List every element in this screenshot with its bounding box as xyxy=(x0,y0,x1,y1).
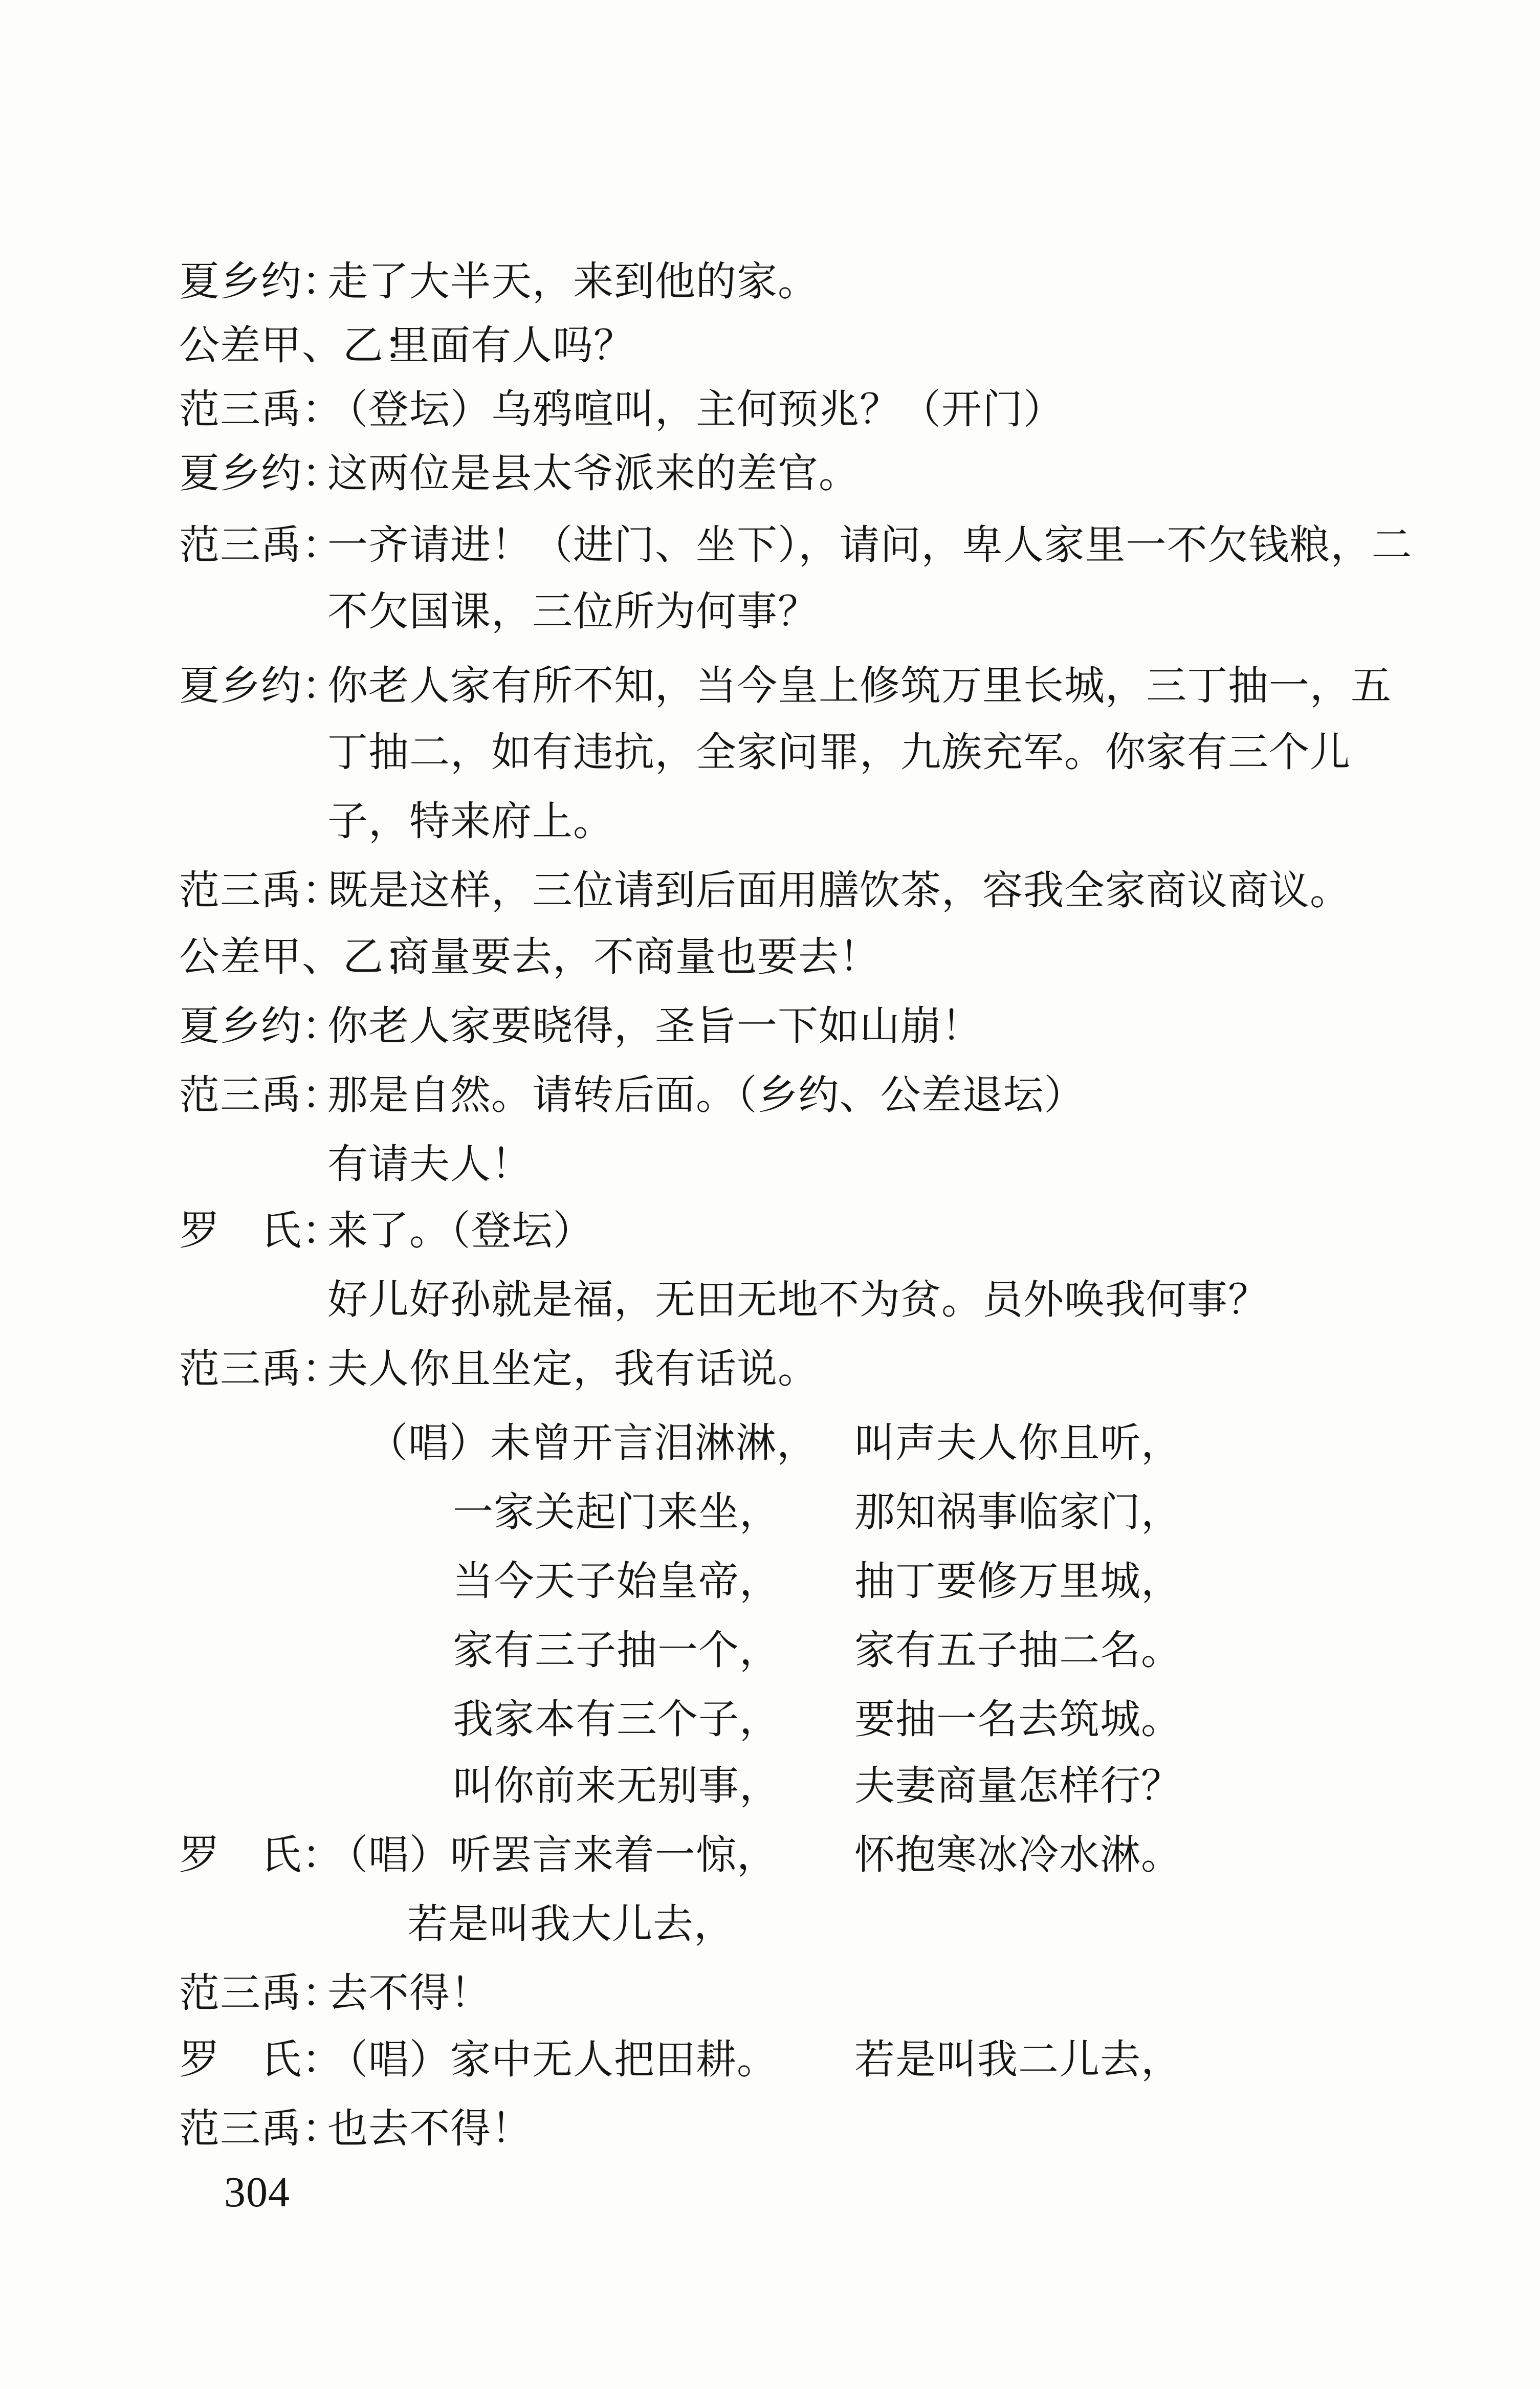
speaker-label: 范三禹： xyxy=(179,2105,343,2152)
speech-text: 好儿好孙就是福，无田无地不为贫。员外唤我何事？ xyxy=(327,1276,1269,1323)
speaker-label: 夏乡约： xyxy=(179,450,343,497)
page-number: 304 xyxy=(224,2168,290,2216)
verse-right: 家有五子抽二名。 xyxy=(854,1627,1182,1674)
speaker-label: 范三禹： xyxy=(179,1345,343,1392)
verse-left: （唱）未曾开言泪淋淋， xyxy=(367,1419,818,1466)
verse-right: 怀抱寒冰冷水淋。 xyxy=(854,1831,1182,1878)
verse-left: 一家关起门来坐， xyxy=(453,1488,780,1536)
speech-text: 有请夫人！ xyxy=(327,1141,532,1188)
verse-right: 抽丁要修万里城， xyxy=(854,1558,1182,1605)
speaker-label: 罗 氏： xyxy=(179,2036,343,2083)
speech-text: 一齐请进！（进门、坐下），请问，卑人家里一不欠钱粮，二 xyxy=(327,521,1413,568)
verse-right: 要抽一名去筑城。 xyxy=(854,1696,1182,1743)
speaker-label: 罗 氏： xyxy=(179,1831,343,1878)
speaker-label: 范三禹： xyxy=(179,1071,343,1119)
speech-text: 夫人你且坐定，我有话说。 xyxy=(327,1345,819,1392)
verse-left: 我家本有三个子， xyxy=(453,1696,780,1743)
speech-text: 不欠国课，三位所为何事？ xyxy=(327,588,819,635)
speech-text: 既是这样，三位请到后面用膳饮茶，容我全家商议商议。 xyxy=(327,867,1351,914)
speech-text: 里面有人吗？ xyxy=(389,322,634,369)
speaker-label: 夏乡约： xyxy=(179,662,343,709)
speech-text: 商量要去，不商量也要去！ xyxy=(389,933,880,980)
verse-left: （唱）听罢言来着一惊， xyxy=(327,1831,778,1878)
verse-left: 叫你前来无别事， xyxy=(453,1762,780,1809)
speech-text: 来了。（登坛） xyxy=(327,1207,594,1254)
speech-text: 也去不得！ xyxy=(327,2105,532,2152)
speech-text: 走了大半天，来到他的家。 xyxy=(327,258,819,305)
speech-text: 去不得！ xyxy=(327,1969,491,2017)
verse-right: 若是叫我二儿去， xyxy=(854,2036,1182,2083)
speech-text: 你老人家要晓得，圣旨一下如山崩！ xyxy=(327,1002,982,1049)
speaker-label: 夏乡约： xyxy=(179,258,343,305)
speaker-label: 范三禹： xyxy=(179,521,343,568)
speech-text: 那是自然。请转后面。（乡约、公差退坛） xyxy=(327,1071,1085,1119)
speaker-label: 罗 氏： xyxy=(179,1207,343,1254)
verse-left: 若是叫我大儿去， xyxy=(407,1900,735,1947)
speaker-label: 范三禹： xyxy=(179,867,343,914)
speaker-label: 夏乡约： xyxy=(179,1002,343,1049)
speech-text: 丁抽二，如有违抗，全家问罪，九族充军。你家有三个儿 xyxy=(327,729,1351,776)
verse-left: （唱）家中无人把田耕。 xyxy=(327,2036,778,2083)
speech-text: 子，特来府上。 xyxy=(327,798,614,845)
speech-text: 你老人家有所不知，当今皇上修筑万里长城，三丁抽一，五 xyxy=(327,662,1392,709)
verse-right: 叫声夫人你且听， xyxy=(854,1419,1182,1466)
speaker-label: 公差甲、乙： xyxy=(179,322,425,369)
speech-text: （登坛）乌鸦喧叫，主何预兆？（开门） xyxy=(327,386,1064,433)
speaker-label: 范三禹： xyxy=(179,1969,343,2017)
verse-left: 家有三子抽一个， xyxy=(453,1627,780,1674)
verse-right: 夫妻商量怎样行？ xyxy=(854,1762,1182,1809)
verse-left: 当今天子始皇帝， xyxy=(453,1558,780,1605)
verse-right: 那知祸事临家门， xyxy=(854,1488,1182,1536)
speech-text: 这两位是县太爷派来的差官。 xyxy=(327,450,860,497)
speaker-label: 范三禹： xyxy=(179,386,343,433)
speaker-label: 公差甲、乙： xyxy=(179,933,425,980)
